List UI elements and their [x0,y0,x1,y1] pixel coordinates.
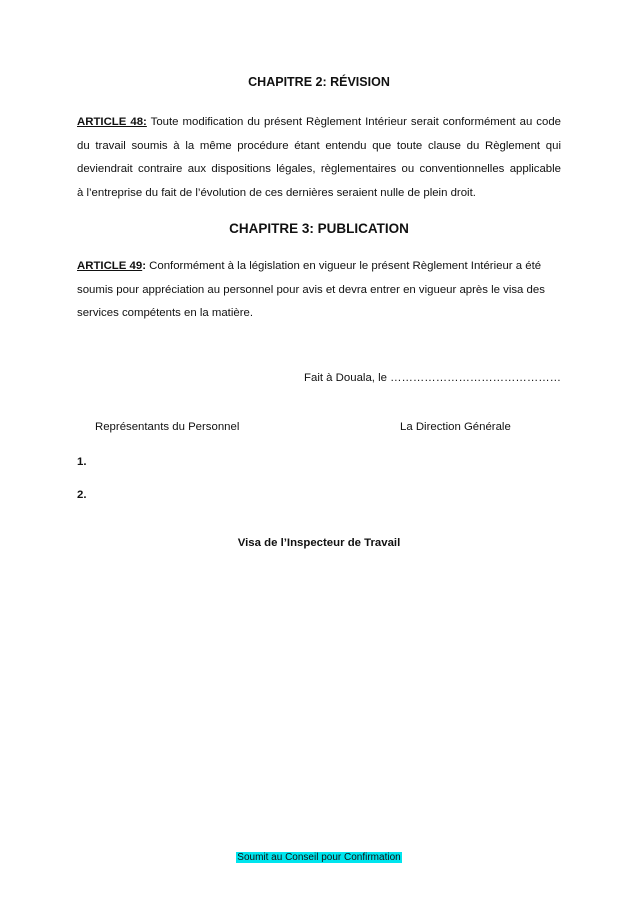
article-49-line-1: ARTICLE 49: Conformément à la législation en vigueur le présent Règlement Intérieur a été [77,260,542,272]
signatory-item-2: 2. [77,489,87,501]
article-48-line-4: à l’entreprise du fait de l’évolution de ces dernières seraient nulle de plein droit. [77,186,476,199]
labour-inspector-visa: Visa de l’Inspecteur de Travail [237,537,401,549]
article-49 [77,255,561,326]
article-48-line-1: ARTICLE 48: Toute modification du présent Règlement Intérieur serait conformément au code [77,116,561,128]
article-49-line-3: services compétents en la matière. [77,307,253,320]
chapter-2-title: CHAPITRE 2: RÉVISION [248,75,390,89]
article-48-line-2: du travail soumis à la même procédure étant entendu que toute clause du Règlement qui [77,139,561,152]
staff-representatives-label: Représentants du Personnel [95,421,240,433]
chapter-3-title: CHAPITRE 3: PUBLICATION [229,221,409,236]
footer-note-highlight: Soumit au Conseil pour Confirmation [237,852,401,863]
article-48-line-3: deviendrait contraire aux dispositions légales, règlementaires ou conventionnelles applicable [77,163,561,176]
article-49-line-2: soumis pour appréciation au personnel pour avis et devra entrer en vigueur après le visa des [77,283,545,296]
general-management-label: La Direction Générale [400,421,511,433]
place-date-line: Fait à Douala, le ……………………………………… [304,372,561,384]
article-48-label: ARTICLE 48: [77,116,147,128]
article-49-label: ARTICLE 49 [77,260,143,272]
article-48 [77,111,561,205]
footer-note [0,852,638,863]
signatory-item-1: 1. [77,456,87,468]
